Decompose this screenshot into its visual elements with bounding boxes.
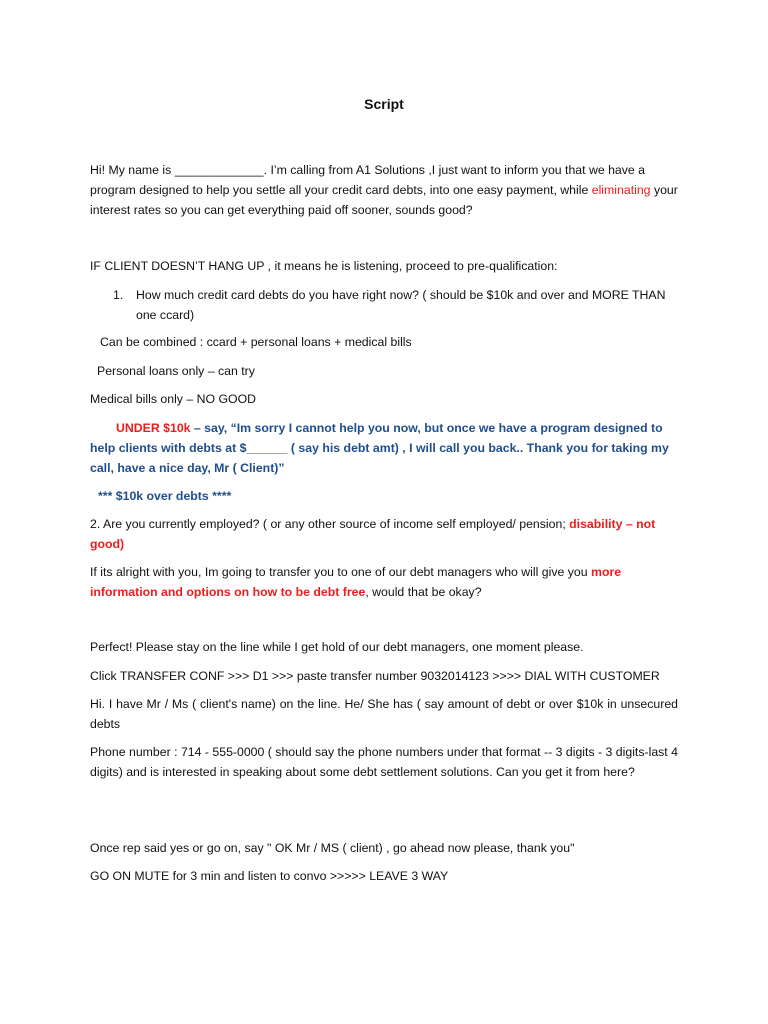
transfer-offer-paragraph: [90, 562, 678, 602]
under-10k-label: UNDER $10k: [116, 421, 191, 435]
intro-text-end: your interest rates so you can get everything paid off sooner, sounds good?: [90, 183, 678, 217]
q2-highlight: disability – not good): [90, 517, 656, 551]
phone-number-paragraph: Phone number : 714 - 555-0000 ( should say the phone numbers under that format -- 3 digits - 3 digits-last 4 digits) and is interested in speaking about some debt settlement solutions. Can you get it from here?: [90, 745, 678, 779]
transfer-offer-highlight: more information and options on how to be debt free: [90, 565, 622, 599]
intro-text: Hi! My name is _____________. I’m calling from A1 Solutions ,I just want to inform you that we have a program designed to help you settle all your credit card debts, into one easy payment, while: [90, 163, 646, 197]
transfer-offer-text: If its alright with you, Im going to transfer you to one of our debt managers who will give you: [90, 565, 592, 579]
q1-number: 1.: [113, 288, 124, 302]
transfer-offer-end: , would that be okay?: [365, 585, 482, 599]
once-rep-line: Once rep said yes or go on, say " OK Mr / MS ( client) , go ahead now please, thank you": [90, 841, 575, 855]
go-on-mute-line: GO ON MUTE for 3 min and listen to convo >>>>> LEAVE 3 WAY: [90, 869, 449, 883]
under-10k-text: – say, “Im sorry I cannot help you now, but once we have a program designed to help clients with debts at $______ ( say his debt amt) , I will call you back.. Thank you for taking my call, have a nice day, Mr ( Client)”: [90, 421, 669, 475]
combined-line: Can be combined : ccard + personal loans + medical bills: [100, 335, 412, 349]
personal-loans-line: Personal loans only – can try: [97, 364, 255, 378]
intro-highlight: eliminating: [591, 183, 651, 197]
over-debts-line: *** $10k over debts ****: [98, 489, 232, 503]
perfect-line: Perfect! Please stay on the line while I get hold of our debt managers, one moment please.: [90, 640, 584, 654]
if-client-paragraph: IF CLIENT DOESN’T HANG UP , it means he is listening, proceed to pre-qualification:: [90, 259, 558, 273]
q2-text: 2. Are you currently employed? ( or any other source of income self employed/ pension;: [90, 517, 570, 531]
medical-bills-line: Medical bills only – NO GOOD: [90, 392, 257, 406]
q1-text: How much credit card debts do you have right now? ( should be $10k and over and MORE THAN one ccard): [136, 288, 666, 322]
intro-client-paragraph: Hi. I have Mr / Ms ( client's name) on the line. He/ She has ( say amount of debt or over $10k in unsecured debts: [90, 697, 678, 731]
q2-paragraph: [90, 514, 678, 554]
intro-paragraph: [90, 160, 678, 220]
under-10k-paragraph: [90, 418, 678, 478]
click-transfer-line: Click TRANSFER CONF >>> D1 >>> paste transfer number 9032014123 >>>> DIAL WITH CUSTOMER: [90, 669, 660, 683]
page-title: Script: [364, 96, 404, 112]
